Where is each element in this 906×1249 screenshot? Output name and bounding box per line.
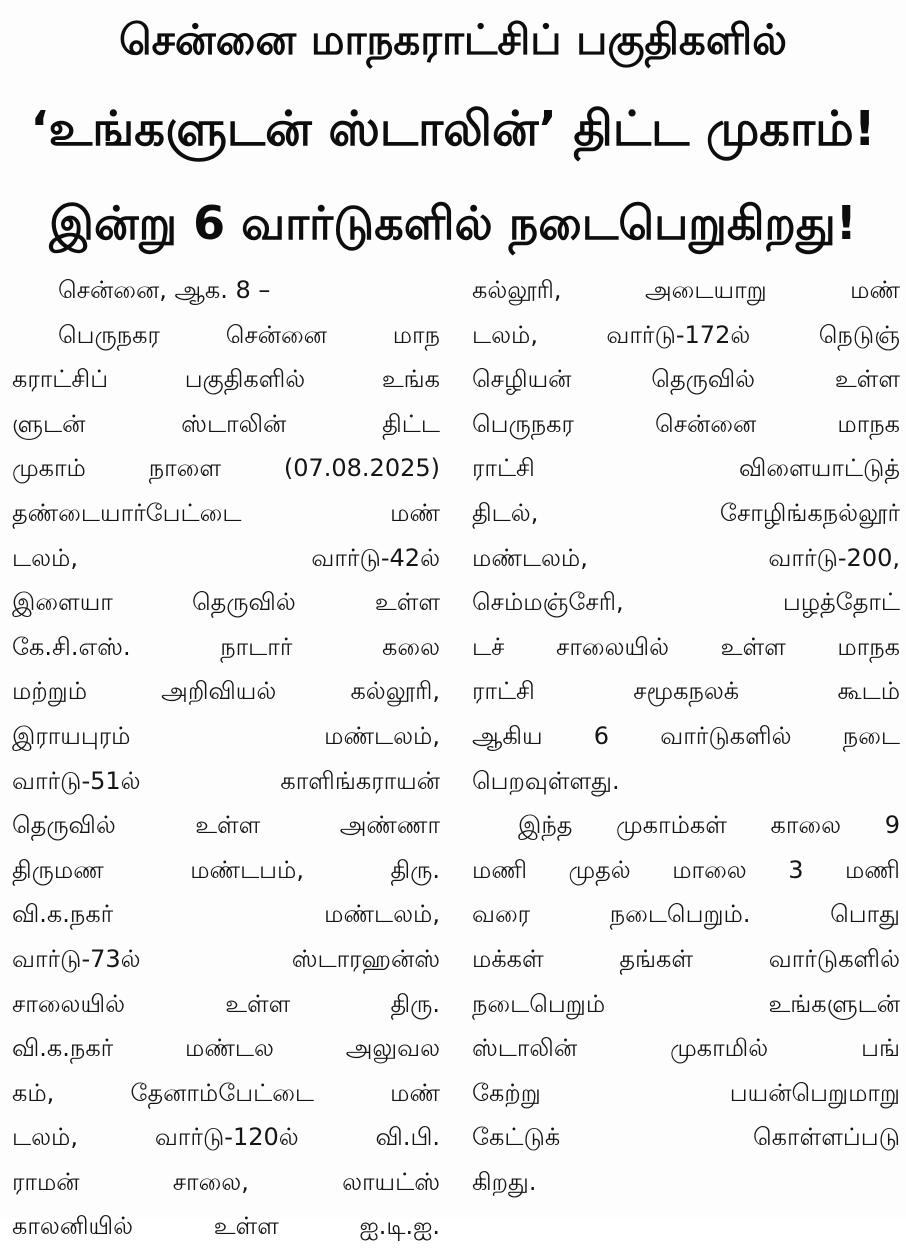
article-line: டலம், வார்டு-120ல் வி.பி.	[12, 1123, 440, 1152]
article-line: கராட்சிப் பகுதிகளில் உங்க	[12, 365, 440, 394]
article-line: கம், தேனாம்பேட்டை மண்	[12, 1078, 440, 1107]
article-line: ராமன் சாலை, லாயட்ஸ்	[12, 1167, 440, 1196]
article-line: ஆகிய 6 வார்டுகளில் நடை	[472, 721, 900, 750]
article-column-left	[12, 268, 440, 1249]
article-line: ராட்சி விளையாட்டுத்	[472, 454, 900, 483]
article-dateline: சென்னை, ஆக. 8 –	[58, 276, 271, 304]
article-line: முகாம் நாளை (07.08.2025)	[12, 454, 440, 483]
article-line: இளையா தெருவில் உள்ள	[12, 588, 440, 617]
article-line: மணி முதல் மாலை 3 மணி	[472, 855, 900, 884]
headline-kicker: சென்னை மாநகராட்சிப் பகுதிகளில்	[118, 15, 788, 64]
article-line: ஸ்டாலின் முகாமில் பங்	[472, 1034, 900, 1063]
article-line: ராட்சி சமூகநலக் கூடம்	[472, 677, 900, 706]
article-line: வி.க.நகர் மண்டலம்,	[12, 900, 440, 929]
article-line: மண்டலம், வார்டு-200,	[472, 543, 900, 572]
article-line: கிறது.	[472, 1167, 537, 1196]
article-line: டச் சாலையில் உள்ள மாநக	[472, 632, 900, 661]
headline-sub: இன்று 6 வார்டுகளில் நடைபெறுகிறது!	[49, 196, 857, 250]
article-line: டலம், வார்டு-172ல் நெடுஞ்	[472, 320, 900, 349]
article-line: தெருவில் உள்ள அண்ணா	[12, 811, 440, 840]
article-line: செழியன் தெருவில் உள்ள	[472, 365, 900, 394]
article-line: கல்லூரி, அடையாறு மண்	[472, 276, 900, 304]
article-line: பெருநகர சென்னை மாநக	[472, 409, 900, 438]
article-line: வார்டு-73ல் ஸ்டாரஹன்ஸ்	[12, 944, 440, 973]
article-line: கேட்டுக் கொள்ளப்படு	[472, 1123, 900, 1152]
article-column-right	[472, 268, 900, 1204]
article-line: பெறவுள்ளது.	[472, 766, 620, 795]
article-line: டலம், வார்டு-42ல்	[12, 543, 440, 572]
article-line: தண்டையார்பேட்டை மண்	[12, 498, 440, 527]
article-line: பெருநகர சென்னை மாந	[58, 320, 440, 349]
article-line: சாலையில் உள்ள திரு.	[12, 989, 440, 1018]
article-line: வி.க.நகர் மண்டல அலுவல	[12, 1034, 440, 1063]
article-line: நடைபெறும் உங்களுடன்	[472, 989, 900, 1018]
article-line: வரை நடைபெறும். பொது	[472, 900, 900, 929]
article-line: இராயபுரம் மண்டலம்,	[12, 721, 440, 750]
headline-main: ‘உங்களுடன் ஸ்டாலின்’ திட்ட முகாம்!	[30, 101, 876, 157]
article-line: மற்றும் அறிவியல் கல்லூரி,	[12, 677, 440, 706]
article-line: ளுடன் ஸ்டாலின் திட்ட	[12, 409, 440, 438]
article-line: செம்மஞ்சேரி, பழத்தோட்	[472, 588, 900, 617]
article-line: வார்டு-51ல் காளிங்கராயன்	[12, 766, 440, 795]
article-line: கேற்று பயன்பெறுமாறு	[472, 1078, 900, 1107]
article-line: மக்கள் தங்கள் வார்டுகளில்	[472, 944, 900, 973]
article-line: காலனியில் உள்ள ஐ.டி.ஐ.	[12, 1212, 440, 1241]
article-line: கே.சி.எஸ். நாடார் கலை	[12, 632, 440, 661]
article-line: திருமண மண்டபம், திரு.	[12, 855, 440, 884]
article-line: இந்த முகாம்கள் காலை 9	[518, 811, 900, 840]
article-line: திடல், சோழிங்கநல்லூர்	[472, 498, 900, 527]
